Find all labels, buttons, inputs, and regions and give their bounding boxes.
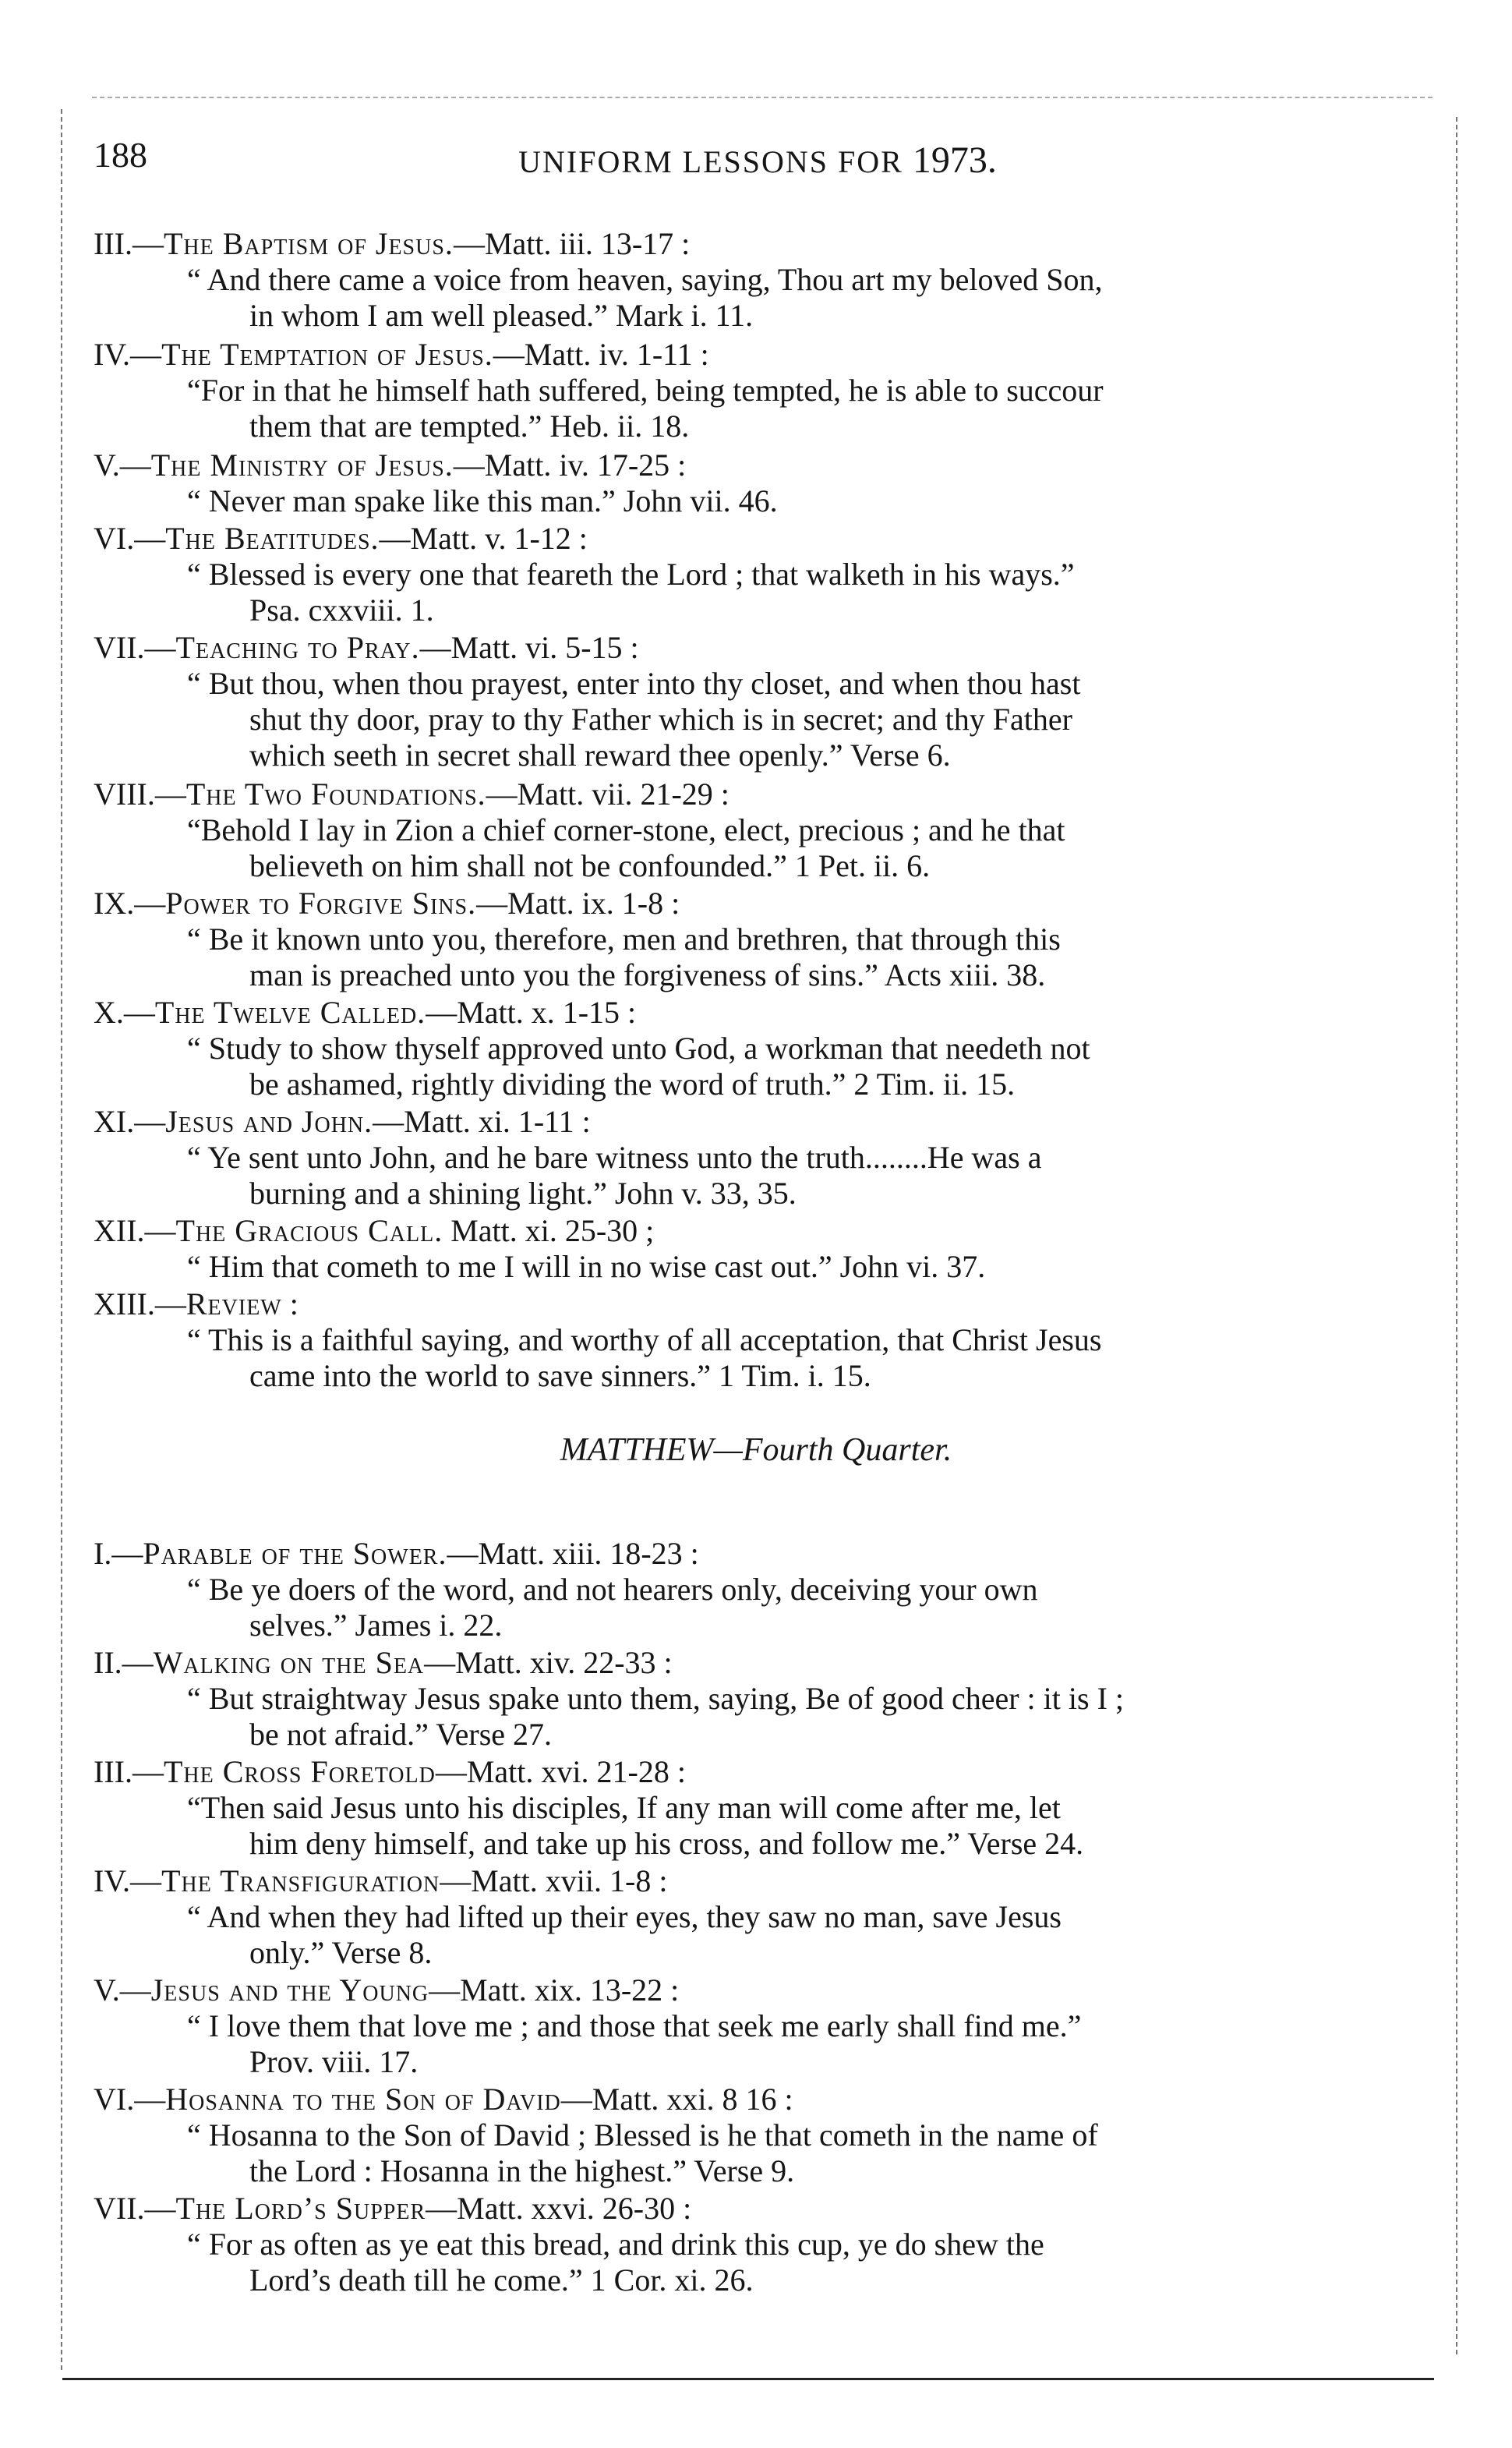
golden-text-line: “Then said Jesus unto his disciples, If any man will come after me, let (187, 1790, 1061, 1825)
lesson-title: The Cross Foretold (163, 1754, 436, 1789)
lesson-heading (55, 1286, 1434, 1322)
lesson-heading (55, 776, 1434, 812)
lesson-title: The Baptism of Jesus. (163, 226, 454, 261)
lesson-entry (55, 630, 1434, 773)
section-title: MATTHEW—Fourth Quarter. (560, 1432, 952, 1468)
golden-text-line: “ Him that cometh to me I will in no wise cast out.” John vi. 37. (187, 1249, 986, 1284)
lesson-reference: —Matt. x. 1-15 : (426, 995, 637, 1030)
lesson-number: III.— (94, 1754, 164, 1789)
lesson-entry (55, 1213, 1434, 1285)
golden-text-line: him deny himself, and take up his cross, and follow me.” Verse 24. (249, 1826, 1084, 1861)
lesson-reference: —Matt. xix. 13-22 : (429, 1972, 680, 2008)
lesson-entry (55, 448, 1434, 519)
page-header (87, 134, 1428, 189)
lesson-reference: —Matt. ix. 1-8 : (476, 886, 680, 921)
lesson-heading (55, 521, 1434, 557)
lesson-heading (55, 1972, 1434, 2008)
lesson-reference: —Matt. v. 1-12 : (379, 521, 588, 556)
golden-text-line: Psa. cxxviii. 1. (249, 593, 434, 628)
lesson-title: The Beatitudes. (165, 521, 380, 556)
lesson-reference: —Matt. iv. 1-11 : (493, 337, 709, 372)
lesson-number: III.— (94, 226, 164, 261)
lesson-heading (55, 2191, 1434, 2227)
golden-text-line: “ Be ye doers of the word, and not hearers only, deceiving your own (187, 1572, 1038, 1607)
lesson-entry (55, 1754, 1434, 1862)
lesson-title: Teaching to Pray. (175, 630, 420, 665)
golden-text-line: “Behold I lay in Zion a chief corner-stone, elect, precious ; and he that (187, 812, 1065, 847)
lesson-number: XIII.— (94, 1286, 186, 1321)
lesson-number: IV.— (94, 1863, 162, 1898)
lesson-reference: —Matt. xi. 1-11 : (373, 1104, 591, 1139)
lesson-title: Parable of the Sower. (143, 1536, 447, 1571)
lesson-title: Jesus and the Young (150, 1972, 429, 2008)
lesson-heading (55, 1754, 1434, 1790)
running-head-text: UNIFORM LESSONS FOR (518, 144, 903, 179)
lesson-title: The Ministry of Jesus. (150, 448, 454, 483)
lesson-title: Walking on the Sea (153, 1645, 425, 1680)
golden-text-line: them that are tempted.” Heb. ii. 18. (249, 409, 690, 444)
golden-text-line: only.” Verse 8. (249, 1935, 433, 1970)
golden-text-line: the Lord : Hosanna in the highest.” Verse 9. (249, 2153, 795, 2188)
lesson-heading (55, 448, 1434, 483)
lesson-entry (55, 776, 1434, 884)
lesson-number: XII.— (94, 1213, 176, 1248)
golden-text-line: “ This is a faithful saying, and worthy of all acceptation, that Christ Jesus (187, 1322, 1102, 1357)
golden-text-line: “ But thou, when thou prayest, enter into thy closet, and when thou hast (187, 666, 1081, 701)
lesson-heading (55, 995, 1434, 1031)
lesson-heading (55, 226, 1434, 262)
lesson-title: Power to Forgive Sins. (165, 886, 477, 921)
lesson-title: The Two Foundations. (185, 776, 486, 812)
golden-text-line: “ And there came a voice from heaven, saying, Thou art my beloved Son, (187, 262, 1103, 297)
golden-text-line: man is preached unto you the forgiveness of sins.” Acts xiii. 38. (249, 957, 1046, 992)
lesson-entry (55, 521, 1434, 628)
lesson-entry (55, 886, 1434, 993)
lesson-heading (55, 1536, 1434, 1572)
lesson-entry (55, 2082, 1434, 2189)
lesson-heading (55, 1104, 1434, 1140)
golden-text-line: “ Be it known unto you, therefore, men and brethren, that through this (187, 922, 1061, 957)
lesson-title: Hosanna to the Son of David (165, 2082, 561, 2117)
golden-text-line: “ Never man spake like this man.” John vii. 46. (187, 483, 778, 518)
running-head (87, 139, 1428, 182)
golden-text-line: “ But straightway Jesus spake unto them, saying, Be of good cheer : it is I ; (187, 1681, 1125, 1716)
lesson-heading (55, 1213, 1434, 1249)
lesson-entry (55, 226, 1434, 334)
lesson-heading (55, 2082, 1434, 2117)
lesson-reference: —Matt. xxvi. 26-30 : (426, 2191, 692, 2226)
golden-text-line: “ Blessed is every one that feareth the Lord ; that walketh in his ways.” (187, 557, 1075, 592)
golden-text-line: Lord’s death till he come.” 1 Cor. xi. 26. (249, 2262, 754, 2298)
bottom-rule (62, 2378, 1434, 2380)
lesson-heading (55, 1645, 1434, 1681)
lesson-heading (55, 337, 1434, 373)
lesson-heading (55, 1863, 1434, 1899)
golden-text-line: “ And when they had lifted up their eyes, they saw no man, save Jesus (187, 1899, 1062, 1934)
lesson-number: IX.— (94, 886, 166, 921)
golden-text-line: burning and a shining light.” John v. 33, 35. (249, 1176, 797, 1211)
golden-text-line: came into the world to save sinners.” 1 Tim. i. 15. (249, 1358, 871, 1393)
lesson-number: IV.— (94, 337, 162, 372)
lesson-title: Jesus and John. (165, 1104, 373, 1139)
golden-text-line: believeth on him shall not be confounded.” 1 Pet. ii. 6. (249, 848, 931, 883)
lesson-reference: —Matt. vii. 21-29 : (486, 776, 730, 812)
lesson-title: The Transfiguration (161, 1863, 440, 1898)
golden-text-line: shut thy door, pray to thy Father which is in secret; and thy Father (249, 702, 1072, 737)
lesson-number: VII.— (94, 630, 176, 665)
lesson-number: VI.— (94, 521, 166, 556)
lesson-reference: —Matt. xvii. 1-8 : (440, 1863, 668, 1898)
golden-text-line: in whom I am well pleased.” Mark i. 11. (249, 298, 754, 333)
lesson-title: Review (185, 1286, 282, 1321)
lesson-reference: Matt. xi. 25-30 ; (443, 1213, 655, 1248)
page-number: 188 (94, 135, 147, 175)
golden-text-line: “ Ye sent unto John, and he bare witness unto the truth........He was a (187, 1140, 1042, 1175)
golden-text-line: Prov. viii. 17. (249, 2044, 419, 2079)
lesson-reference: —Matt. xiii. 18-23 : (447, 1536, 699, 1571)
golden-text-line: be ashamed, rightly dividing the word of truth.” 2 Tim. ii. 15. (249, 1067, 1016, 1102)
lesson-entry (55, 1286, 1434, 1394)
lesson-title: The Twelve Called. (154, 995, 426, 1030)
lesson-title: The Lord’s Supper (175, 2191, 426, 2226)
golden-text-line: be not afraid.” Verse 27. (249, 1717, 553, 1752)
top-rule (92, 97, 1433, 98)
lesson-number: V.— (94, 1972, 151, 2008)
lesson-number: X.— (94, 995, 155, 1030)
golden-text-line: “For in that he himself hath suffered, being tempted, he is able to succour (187, 373, 1104, 408)
lesson-entry (55, 1104, 1434, 1212)
lesson-entry (55, 995, 1434, 1102)
lesson-entry (55, 1972, 1434, 2080)
lesson-reference: —Matt. xxi. 8 16 : (560, 2082, 793, 2117)
lesson-number: II.— (94, 1645, 154, 1680)
lesson-entry (55, 1863, 1434, 1971)
lesson-number: V.— (94, 448, 151, 483)
lesson-number: VIII.— (94, 776, 186, 812)
lesson-reference: : (281, 1286, 299, 1321)
lesson-heading (55, 630, 1434, 666)
golden-text-line: selves.” James i. 22. (249, 1608, 503, 1643)
golden-text-line: “ Study to show thyself approved unto God, a workman that needeth not (187, 1031, 1090, 1066)
golden-text-line: “ For as often as ye eat this bread, and drink this cup, ye do shew the (187, 2227, 1044, 2262)
lesson-number: I.— (94, 1536, 143, 1571)
golden-text-line: which seeth in secret shall reward thee openly.” Verse 6. (249, 738, 951, 773)
lesson-title: The Temptation of Jesus. (161, 337, 493, 372)
golden-text-line: “ I love them that love me ; and those that seek me early shall find me.” (187, 2008, 1082, 2043)
lesson-entry (55, 1536, 1434, 1643)
lesson-number: VI.— (94, 2082, 166, 2117)
lesson-entry (55, 2191, 1434, 2298)
lesson-entry (55, 337, 1434, 444)
right-edge-mark (1456, 117, 1457, 2354)
lesson-reference: —Matt. iv. 17-25 : (453, 448, 687, 483)
lesson-number: XI.— (94, 1104, 166, 1139)
lesson-number: VII.— (94, 2191, 176, 2226)
golden-text-line: “ Hosanna to the Son of David ; Blessed is he that cometh in the name of (187, 2117, 1098, 2153)
lesson-reference: —Matt. xvi. 21-28 : (435, 1754, 686, 1789)
running-head-year: 1973. (912, 140, 997, 181)
lesson-reference: —Matt. iii. 13-17 : (453, 226, 691, 261)
lesson-reference: —Matt. xiv. 22-33 : (424, 1645, 673, 1680)
lesson-title: The Gracious Call. (175, 1213, 443, 1248)
lesson-reference: —Matt. vi. 5-15 : (419, 630, 639, 665)
lesson-heading (55, 886, 1434, 922)
lesson-entry (55, 1645, 1434, 1753)
